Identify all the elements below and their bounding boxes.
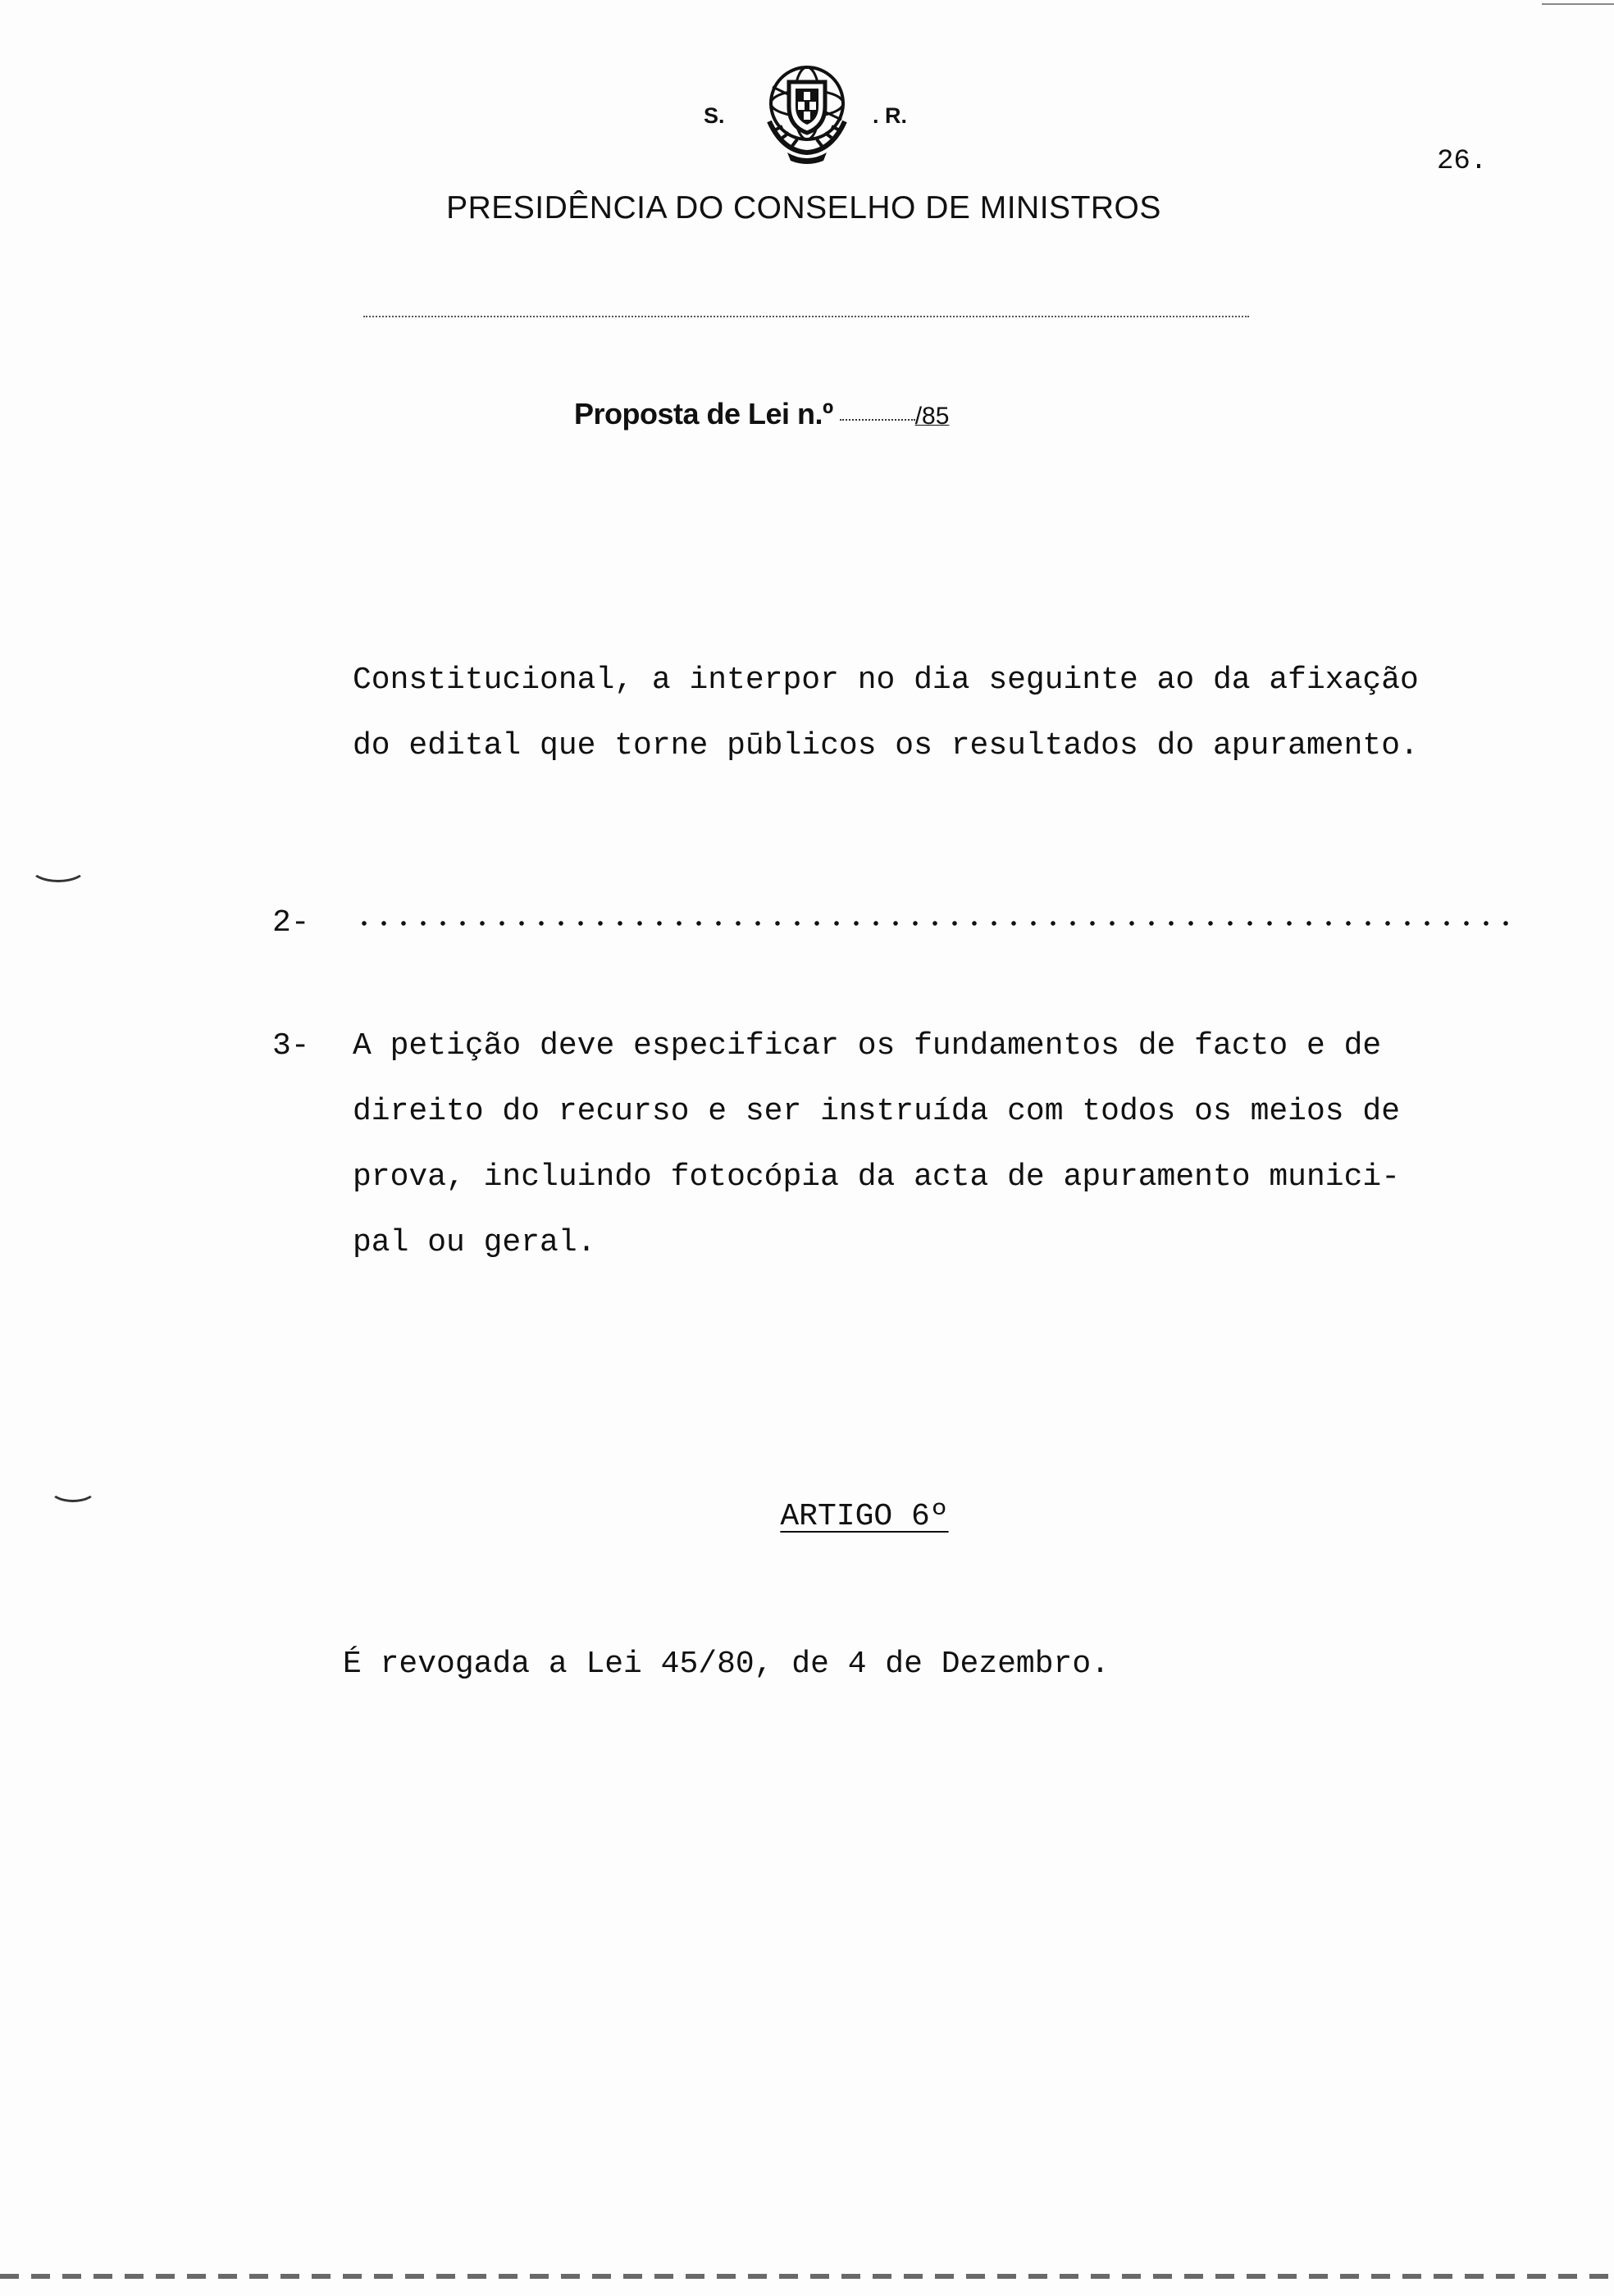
letterhead-s: S. [704, 103, 725, 128]
item3-line2: direito do recurso e ser instruída com todos os meios de [353, 1094, 1401, 1129]
page-number: 26. [1437, 146, 1488, 177]
proposal-number: /85 [914, 403, 950, 430]
item3-line4: pal ou geral. [353, 1225, 596, 1260]
proposal-number-blank [840, 419, 915, 421]
header-divider [363, 316, 1249, 317]
coat-of-arms-icon [758, 61, 856, 164]
item3-line3: prova, incluindo fotocópia da acta de apuramento munici- [353, 1159, 1401, 1195]
proposal-line [574, 397, 949, 431]
item-3-label: 3- [272, 1028, 310, 1064]
article-text: É revogada a Lei 45/80, de 4 de Dezembro. [343, 1647, 1110, 1682]
ministry-heading: PRESIDÊNCIA DO CONSELHO DE MINISTROS [446, 190, 1161, 226]
item3-line1: A petição deve especificar os fundamentos de facto e de [353, 1028, 1382, 1064]
letterhead-r: . R. [873, 103, 908, 128]
para1-line2: do edital que torne pūblicos os resultados do apuramento. [353, 728, 1419, 763]
proposal-label: Proposta de Lei n.º [574, 397, 833, 430]
scan-mark [30, 853, 87, 882]
para1-line1: Constitucional, a interpor no dia seguinte ao da afixação [353, 663, 1419, 698]
scan-bottom-edge [0, 2274, 1614, 2279]
article-heading-text: ARTIGO 6º [780, 1499, 949, 1534]
article-heading [0, 1499, 1614, 1534]
omitted-text-dots [354, 909, 1516, 933]
item-2-label: 2- [272, 905, 310, 941]
scan-edge-mark [1542, 3, 1614, 5]
